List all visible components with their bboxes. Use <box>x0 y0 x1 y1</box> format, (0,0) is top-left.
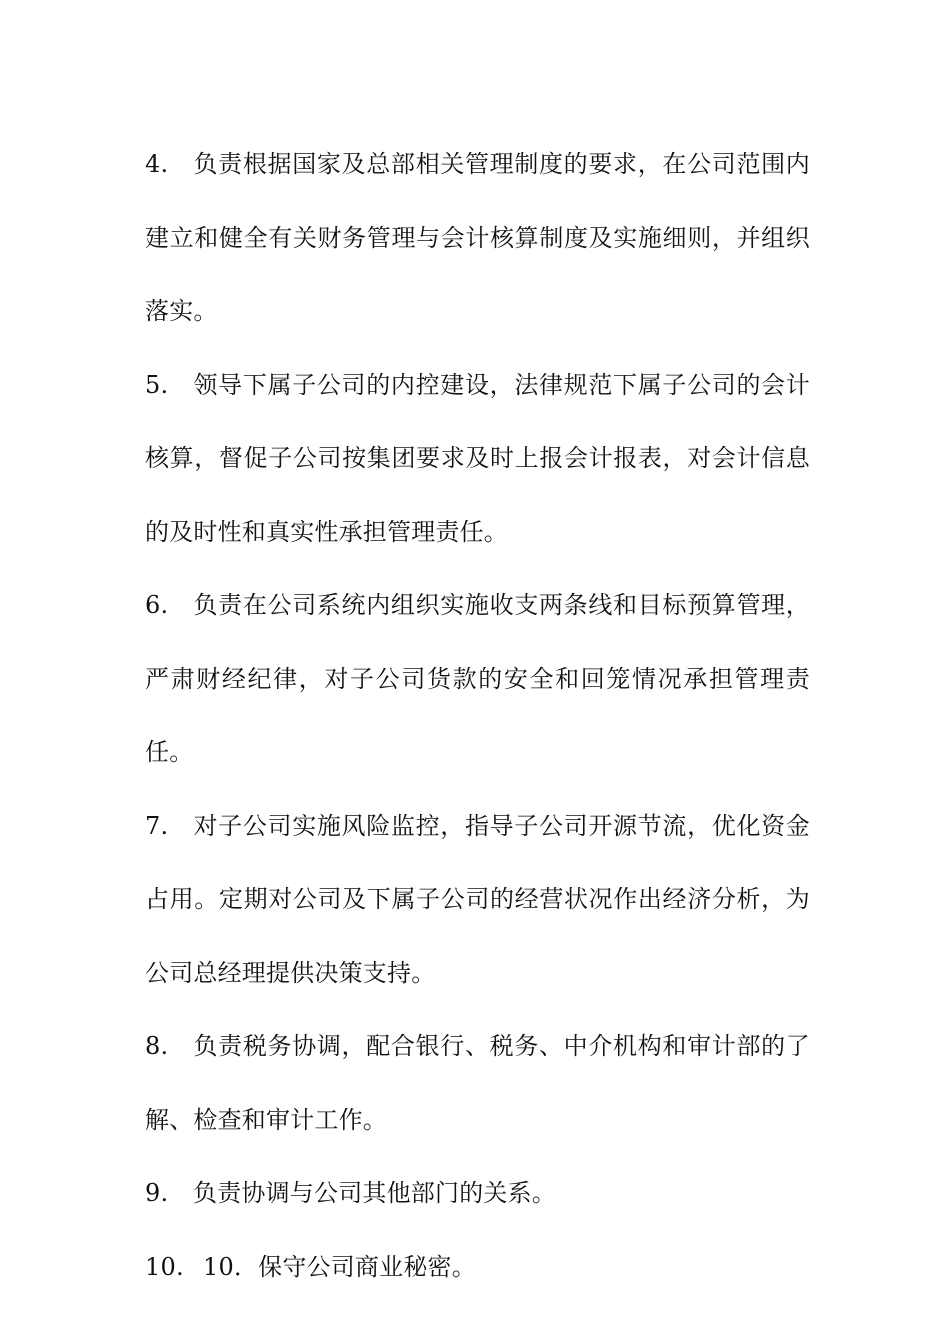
list-item <box>145 1231 810 1305</box>
list-item <box>145 349 810 570</box>
item-text: 负责协调与公司其他部门的关系。 <box>193 1179 556 1207</box>
list-item <box>145 569 810 790</box>
item-text: 负责税务协调，配合银行、税务、中介机构和审计部的了解、检查和审计工作。 <box>145 1032 810 1134</box>
item-number: 10. <box>145 1252 184 1281</box>
item-number: 4. <box>145 150 169 178</box>
list-item <box>145 1010 810 1157</box>
item-number: 6. <box>145 591 169 619</box>
item-number: 8. <box>145 1032 169 1060</box>
list-item <box>145 1157 810 1231</box>
item-number: 7. <box>145 811 169 840</box>
item-text: 负责在公司系统内组织实施收支两条线和目标预算管理，严肃财经纪律，对子公司货款的安全和回笼情况承担管理责任。 <box>145 591 810 766</box>
item-text: 对子公司实施风险监控，指导子公司开源节流，优化资金占用。定期对公司及下属子公司的经营状况作出经济分析，为公司总经理提供决策支持。 <box>145 811 810 987</box>
item-number: 5. <box>145 370 169 399</box>
list-item <box>145 790 810 1011</box>
list-item <box>145 128 810 349</box>
item-text: 负责根据国家及总部相关管理制度的要求，在公司范围内建立和健全有关财务管理与会计核算制度及实施细则，并组织落实。 <box>145 150 810 325</box>
item-number: 9. <box>145 1179 169 1207</box>
item-text: 10．保守公司商业秘密。 <box>203 1252 476 1281</box>
document-page <box>145 128 810 1304</box>
item-text: 领导下属子公司的内控建设，法律规范下属子公司的会计核算，督促子公司按集团要求及时上报会计报表，对会计信息的及时性和真实性承担管理责任。 <box>145 370 810 546</box>
